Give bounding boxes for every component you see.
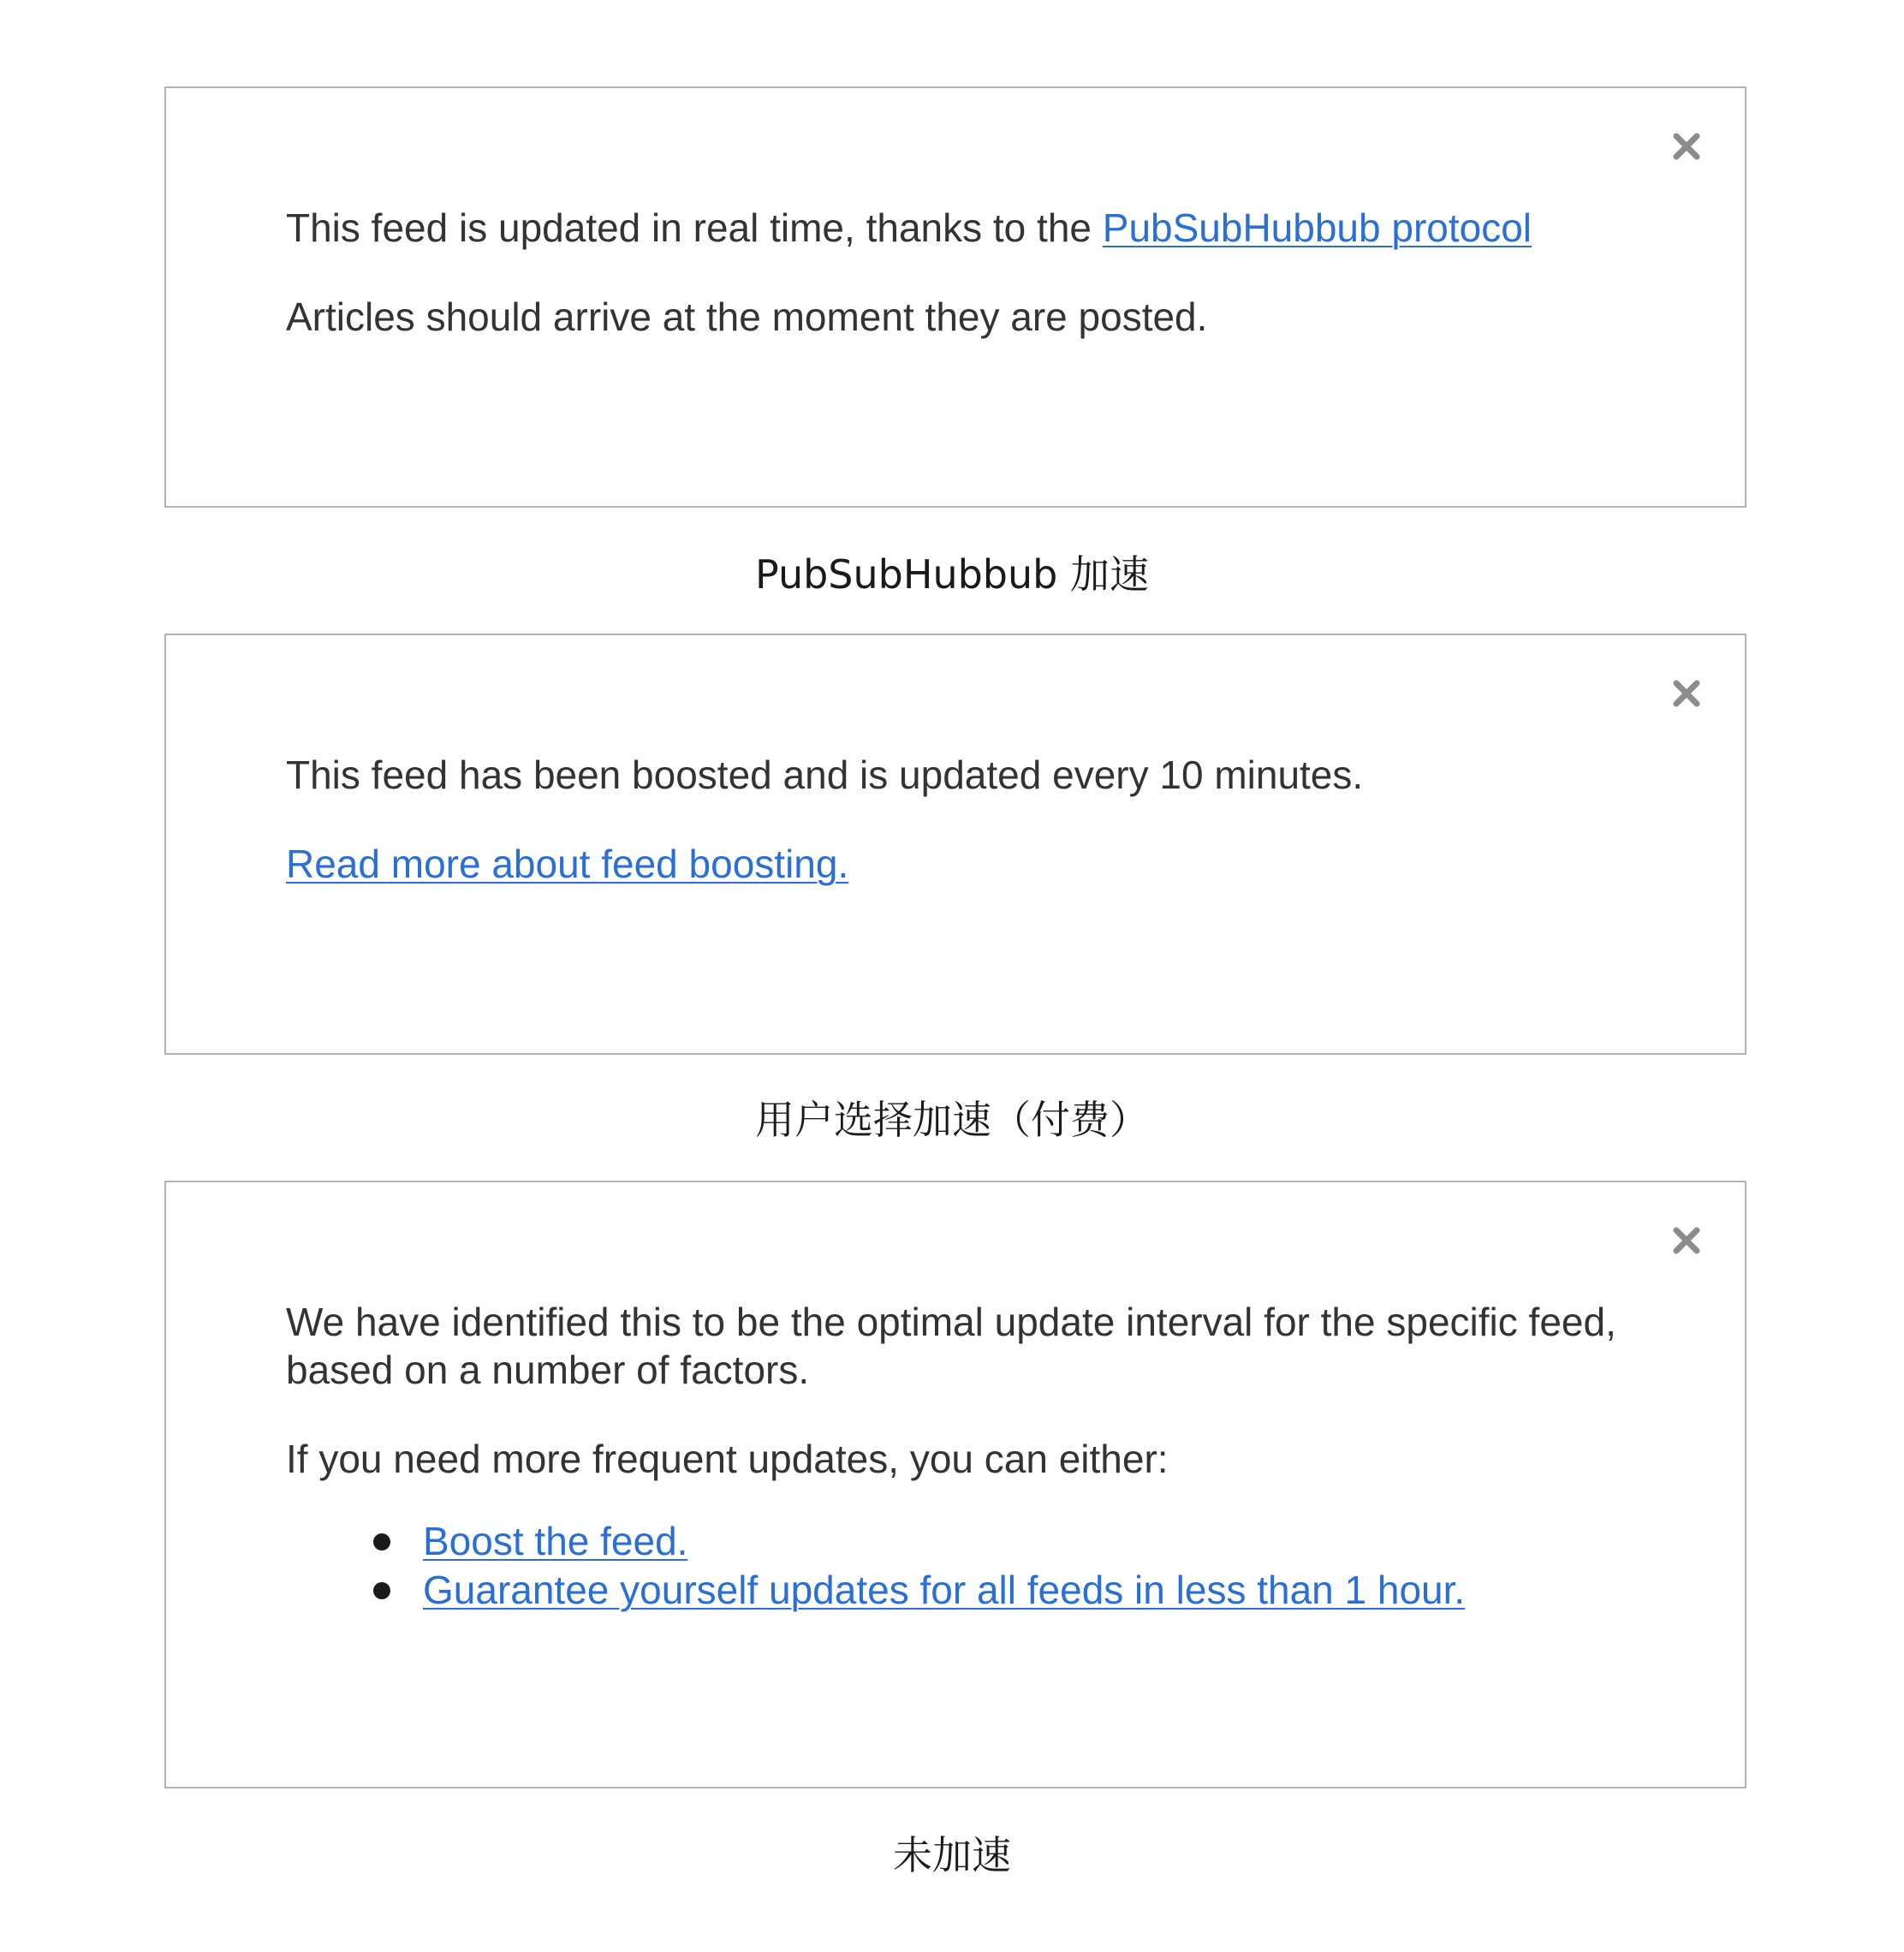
panel-caption: 未加速	[893, 1832, 1011, 1878]
notice-line: This feed has been boosted and is updated every 10 minutes.	[286, 753, 1364, 797]
update-interval-notice-panel	[164, 1181, 1746, 1788]
boost-feed-link[interactable]: Boost the feed.	[423, 1519, 688, 1563]
close-icon	[1669, 1223, 1704, 1258]
bullet-icon	[373, 1533, 390, 1550]
read-more-boosting-link[interactable]: Read more about feed boosting.	[286, 842, 849, 886]
list-item	[286, 1566, 1616, 1615]
notice-paragraph: We have identified this to be the optimal update interval for the specific feed, based on a number of factors.	[286, 1300, 1616, 1392]
close-button[interactable]	[1669, 1223, 1704, 1258]
bullet-icon	[373, 1582, 390, 1599]
notice-text: This feed is updated in real time, thanks to the	[286, 205, 1103, 250]
guarantee-updates-link[interactable]: Guarantee yourself updates for all feeds in less than 1 hour.	[423, 1568, 1466, 1612]
notice-line: Articles should arrive at the moment they are posted.	[286, 295, 1208, 339]
close-button[interactable]	[1669, 676, 1704, 711]
notice-body	[286, 1298, 1616, 1615]
notice-body	[286, 204, 1616, 382]
notice-paragraph: If you need more frequent updates, you can either:	[286, 1437, 1169, 1481]
notice-body	[286, 751, 1616, 929]
options-list	[286, 1517, 1616, 1615]
panel-caption: PubSubHubbub 加速	[755, 551, 1149, 598]
close-icon	[1669, 676, 1704, 711]
boosted-feed-notice-panel	[164, 634, 1746, 1055]
pubsubhubbub-protocol-link[interactable]: PubSubHubbub protocol	[1102, 205, 1532, 250]
notice-line	[286, 204, 1616, 252]
panel-caption: 用户选择加速（付费）	[755, 1097, 1149, 1143]
notice-line	[286, 840, 1616, 888]
close-icon	[1669, 129, 1704, 164]
list-item	[286, 1517, 1616, 1566]
pubsubhubbub-notice-panel	[164, 86, 1746, 508]
close-button[interactable]	[1669, 129, 1704, 164]
